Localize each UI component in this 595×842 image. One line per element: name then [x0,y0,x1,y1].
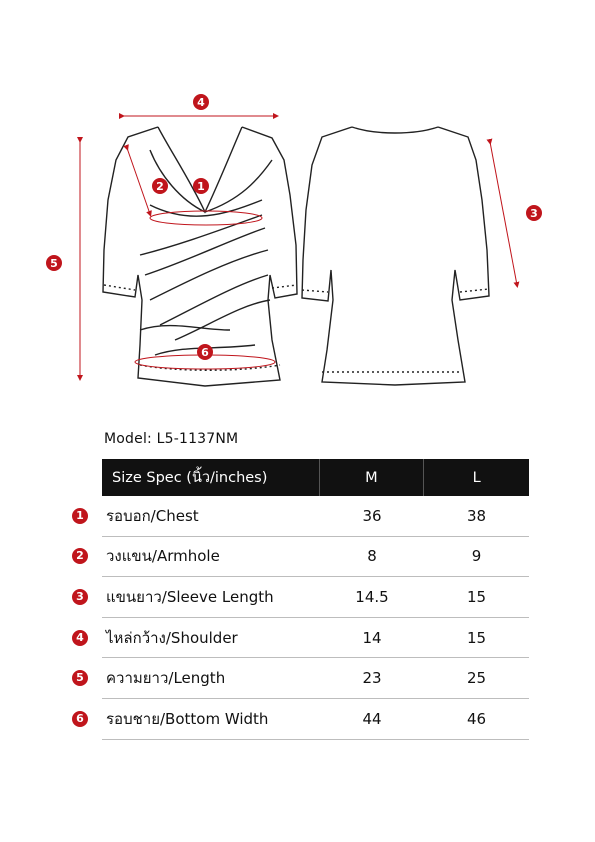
back-neckline [352,127,438,133]
row-value-l: 15 [466,628,487,647]
garment-diagram [0,0,595,420]
row-value-m: 36 [362,506,382,525]
table-row [76,496,529,537]
svg-text:4: 4 [197,96,205,109]
row-value-m: 23 [362,669,382,688]
header-size-l: L [472,469,481,486]
row-value-l: 38 [466,506,487,525]
svg-text:6: 6 [201,346,209,359]
table-row [76,699,529,740]
svg-text:3: 3 [530,207,538,220]
row-value-l: 46 [466,709,487,728]
row-number-badge: 2 [72,548,88,564]
table-row [76,618,529,659]
row-value-l: 9 [471,547,482,566]
model-label: Model: L5-1137NM [104,431,239,447]
row-number-badge: 3 [72,589,88,605]
row-value-m: 8 [367,547,377,566]
marker-chest [193,178,209,194]
row-value-m: 14.5 [355,587,389,606]
table-header [102,459,529,496]
row-number-badge: 1 [72,508,88,524]
row-label: ไหล่กว้าง/Shoulder [106,628,238,647]
row-value-m: 14 [362,628,382,647]
neckline [158,127,242,212]
row-value-m: 44 [362,709,382,728]
header-size-m: M [320,459,425,496]
measurement-lines [80,116,517,378]
back-shirt-drawing [302,127,489,385]
row-label: รอบอก/Chest [106,506,199,525]
marker-sleeve [526,205,542,221]
marker-armhole [152,178,168,194]
table-row [76,537,529,578]
row-label: แขนยาว/Sleeve Length [106,587,274,606]
row-number-badge: 6 [72,711,88,727]
row-label: วงแขน/Armhole [106,547,220,566]
chest-line [150,211,262,225]
row-number-badge: 5 [72,670,88,686]
table-row [76,658,529,699]
svg-text:1: 1 [197,180,205,193]
marker-bottom [197,344,213,360]
marker-length [46,255,62,271]
svg-text:2: 2 [156,180,164,193]
row-value-l: 25 [466,669,487,688]
armhole-line [127,148,150,214]
row-value-l: 15 [466,587,487,606]
sleeve-line [490,142,517,285]
svg-text:5: 5 [50,257,58,270]
row-label: รอบชาย/Bottom Width [106,709,269,728]
row-number-badge: 4 [72,630,88,646]
header-spec: Size Spec (นิ้ว/inches) [102,459,320,496]
back-outline [302,127,489,385]
table-row [76,577,529,618]
size-spec-table [76,459,529,740]
row-label: ความยาว/Length [106,669,226,688]
marker-shoulder [193,94,209,110]
